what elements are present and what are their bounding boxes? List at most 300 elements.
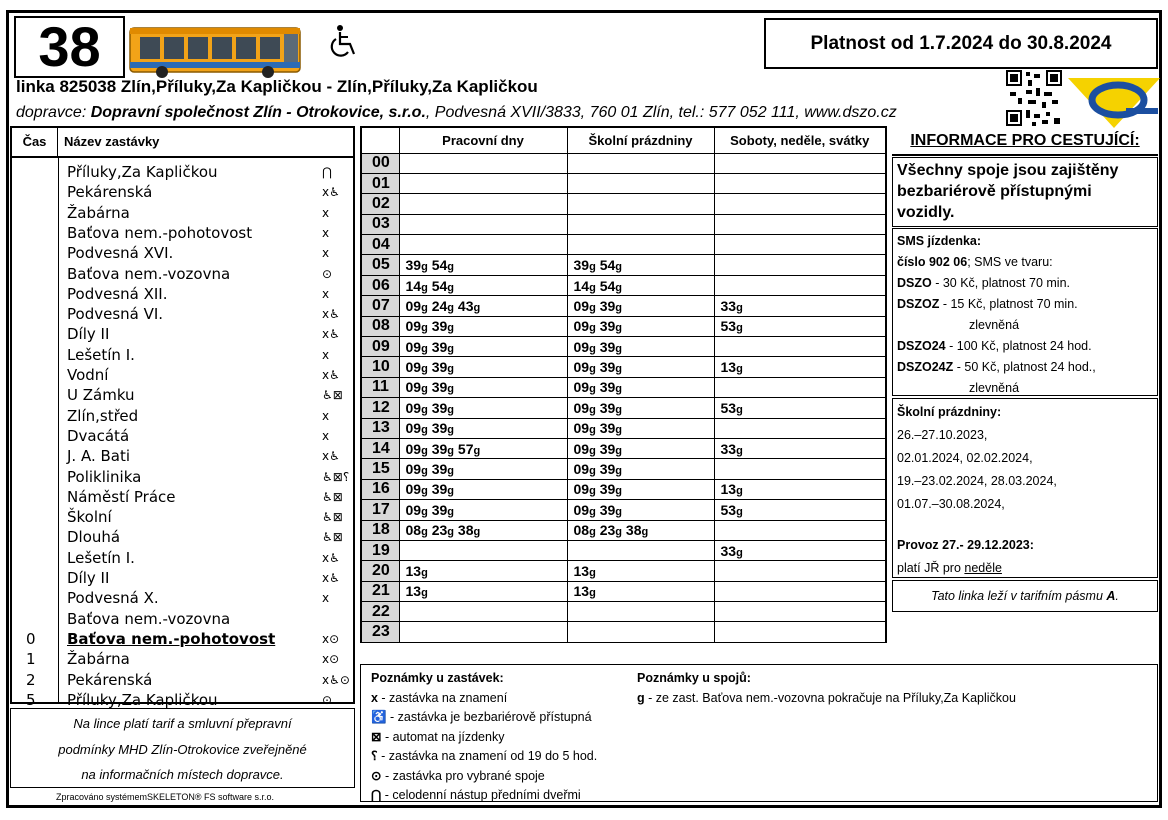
departure-cell (714, 561, 886, 581)
departure-cell (714, 622, 886, 642)
departure-minute: 09 (405, 318, 422, 335)
trip-mark: g (447, 261, 455, 274)
info-header: INFORMACE PRO CESTUJÍCÍ: (892, 126, 1158, 156)
stop-row (12, 629, 353, 649)
departure-minute: 09 (573, 399, 590, 416)
trip-mark: g (447, 526, 455, 539)
departures-table (360, 126, 887, 662)
departure-minute: 13 (720, 359, 737, 376)
departure-cell (714, 602, 886, 622)
tariff-note-line: podmínky MHD Zlín-Otrokovice zveřejněné (58, 741, 307, 757)
departure-minute: 09 (405, 501, 422, 518)
stop-name: Poliklinika (67, 467, 142, 486)
stops-col-time: Čas (12, 128, 58, 156)
departure-minute: 09 (573, 461, 590, 478)
departure-minute: 39 (431, 481, 448, 498)
departure-minute: 39 (431, 420, 448, 437)
departure-minute: 39 (431, 379, 448, 396)
trip-mark: g (615, 485, 623, 498)
departure-cell (567, 479, 714, 499)
departure-cell (399, 316, 567, 336)
trip-mark: g (589, 526, 596, 539)
departure-cell (399, 214, 567, 234)
stop-note-text: - automat na jízdenky (381, 729, 505, 744)
trip-mark: g (421, 261, 428, 274)
departure-minute: 33 (720, 297, 737, 314)
departure-cell (399, 398, 567, 418)
departure-cell (714, 459, 886, 479)
trip-mark: g (447, 505, 455, 518)
stop-row (12, 243, 353, 263)
departure-minute: 39 (431, 338, 448, 355)
stop-name: Náměstí Práce (67, 487, 176, 506)
trip-mark: g (447, 485, 455, 498)
stop-row (12, 548, 353, 568)
stop-note (371, 728, 597, 748)
departure-minute: 39 (599, 399, 616, 416)
departure-cell (714, 479, 886, 499)
departure-minute: 38 (625, 522, 642, 539)
hour-row (361, 622, 886, 642)
stop-name: Dlouhá (67, 528, 121, 547)
hour-cell: 18 (361, 520, 399, 540)
provoz-text: platí JŘ pro (897, 561, 965, 575)
trip-mark: g (589, 444, 596, 457)
departure-minute: 39 (405, 257, 422, 274)
departure-minute: 54 (431, 257, 448, 274)
stop-symbols: x (322, 246, 330, 261)
stop-symbols: ⋂ (322, 165, 332, 179)
zone-text: Tato linka leží v tarifním pásmu (931, 589, 1107, 603)
stop-symbols: ♿⊠ (322, 510, 343, 525)
trip-mark: g (589, 383, 596, 396)
departure-minute: 53 (720, 501, 737, 518)
hour-row (361, 377, 886, 397)
trip-mark: g (615, 505, 623, 518)
sms-code: DSZO24 (897, 339, 946, 353)
trip-mark: g (615, 281, 623, 294)
stop-note-symbol: ⊙ (371, 768, 382, 783)
stop-row (12, 345, 353, 365)
trip-mark: g (421, 322, 428, 335)
hour-cell: 08 (361, 316, 399, 336)
hour-col-header (361, 127, 399, 153)
departure-cell (567, 337, 714, 357)
sms-price: - 100 Kč, platnost 24 hod. (945, 339, 1092, 353)
trip-mark: g (589, 403, 596, 416)
departure-minute: 09 (573, 318, 590, 335)
stop-note (371, 786, 597, 806)
trip-mark: g (421, 587, 428, 600)
stop-symbols: x (322, 347, 330, 362)
departure-minute: 09 (573, 359, 590, 376)
departure-cell (399, 500, 567, 520)
trip-mark: g (421, 363, 428, 376)
trip-mark: g (447, 444, 455, 457)
trip-mark: g (447, 403, 455, 416)
sms-price: - 50 Kč, platnost 24 hod., (953, 360, 1096, 374)
departure-cell (399, 194, 567, 214)
stop-name: Díly II (67, 325, 110, 344)
hour-row (361, 337, 886, 357)
hour-row (361, 540, 886, 560)
stop-name: Příluky,Za Kapličkou (67, 690, 218, 709)
sms-items (897, 273, 1153, 399)
departure-cell (714, 316, 886, 336)
stop-symbols: ♿⊠⸮ (322, 469, 350, 484)
departure-minute: 39 (599, 338, 616, 355)
hour-cell: 17 (361, 500, 399, 520)
trip-mark: g (447, 342, 455, 355)
departure-minute: 09 (405, 359, 422, 376)
hour-cell: 22 (361, 602, 399, 622)
col-weekends: Soboty, neděle, svátky (714, 127, 886, 153)
stop-row (12, 670, 353, 690)
trip-mark: g (421, 424, 428, 437)
departure-cell (714, 398, 886, 418)
departure-cell (714, 337, 886, 357)
departure-cell (399, 337, 567, 357)
departure-minute: 09 (405, 420, 422, 437)
trip-mark: g (736, 403, 743, 416)
hour-row (361, 275, 886, 295)
trip-mark: g (615, 465, 623, 478)
trip-mark: g (589, 567, 596, 579)
departure-minute: 39 (599, 359, 616, 376)
stop-row (12, 467, 353, 487)
stop-name: Žabárna (67, 203, 130, 222)
trip-mark: g (421, 383, 428, 396)
carrier-label: dopravce: (16, 104, 87, 121)
sms-price: - 30 Kč, platnost 70 min. (931, 276, 1070, 290)
trip-mark: g (421, 403, 428, 416)
departure-minute: 53 (720, 399, 737, 416)
hour-row (361, 500, 886, 520)
departure-minute: 39 (431, 501, 448, 518)
stop-note-text: - celodenní nástup předními dveřmi (381, 788, 581, 802)
sms-discount: zlevněná (969, 381, 1020, 395)
departure-minute: 39 (431, 399, 448, 416)
departure-minute: 57 (457, 440, 474, 457)
stop-name: Pekárenská (67, 183, 153, 202)
departure-cell (567, 357, 714, 377)
stop-note-symbol: ⸮ (371, 749, 378, 763)
departure-minute: 08 (573, 522, 590, 539)
departure-minute: 54 (599, 257, 616, 274)
stop-note-symbol: x (371, 690, 378, 705)
departure-cell (714, 296, 886, 316)
departure-minute: 09 (573, 420, 590, 437)
school-date: 26.–27.10.2023, (897, 428, 988, 442)
departure-cell (714, 275, 886, 295)
departure-minute: 24 (431, 297, 448, 314)
trip-mark: g (447, 281, 455, 294)
departure-cell (567, 418, 714, 438)
stop-symbols: x⊙ (322, 652, 340, 667)
sms-code: DSZOZ (897, 297, 940, 311)
col-workdays: Pracovní dny (399, 127, 567, 153)
sms-item (897, 336, 1153, 357)
stop-name: Podvesná VI. (67, 305, 164, 324)
sms-price: - 15 Kč, platnost 70 min. (939, 297, 1078, 311)
stop-notes-title: Poznámky u zastávek: (371, 671, 504, 685)
stop-row (12, 568, 353, 588)
trip-mark: g (421, 444, 428, 457)
stop-note-text: - zastávka na znamení od 19 do 5 hod. (377, 749, 598, 763)
trip-mark: g (589, 485, 596, 498)
hour-row (361, 418, 886, 438)
trip-mark: g (615, 261, 623, 274)
trip-mark: g (421, 301, 428, 314)
trip-mark: g (615, 403, 623, 416)
hour-cell: 11 (361, 377, 399, 397)
departure-minute: 14 (405, 277, 422, 294)
hour-cell: 21 (361, 581, 399, 601)
departure-minute: 54 (599, 277, 616, 294)
trip-note-symbol: g (637, 690, 645, 705)
stop-row (12, 406, 353, 426)
departure-minute: 39 (431, 461, 448, 478)
departure-cell (399, 459, 567, 479)
departure-minute: 33 (720, 440, 737, 457)
stop-row (12, 182, 353, 202)
trip-mark: g (421, 281, 428, 294)
departure-minute: 09 (573, 297, 590, 314)
stop-name: Baťova nem.-pohotovost (67, 223, 253, 242)
stop-name: Pekárenská (67, 670, 153, 689)
stop-name: Žabárna (67, 650, 130, 669)
departure-minute: 23 (431, 522, 448, 539)
stop-notes-list (371, 689, 597, 806)
trip-mark: g (615, 526, 623, 539)
departure-minute: 39 (599, 379, 616, 396)
hour-cell: 14 (361, 438, 399, 458)
barrier-free-info: Všechny spoje jsou zajištěny bezbariérově přístupnými vozidly. (892, 157, 1158, 227)
trip-mark: g (421, 505, 428, 518)
departure-cell (399, 581, 567, 601)
stop-row (12, 588, 353, 608)
departure-minute: 23 (599, 522, 616, 539)
tariff-note-line: na informačních místech dopravce. (81, 767, 284, 782)
stop-note-text: - zastávka pro vybrané spoje (381, 768, 545, 783)
sms-ticket-info (892, 228, 1158, 396)
departure-minute: 39 (599, 297, 616, 314)
stop-name: Vodní (67, 366, 109, 384)
departure-minute: 09 (405, 461, 422, 478)
departure-minute: 08 (405, 522, 422, 539)
stop-symbols: x♿ (322, 327, 340, 342)
departure-cell (567, 316, 714, 336)
trip-mark: g (589, 281, 596, 294)
stop-notes (371, 669, 597, 806)
departure-cell (567, 398, 714, 418)
stop-symbols: ♿⊠ (322, 530, 343, 545)
stop-symbols: x (322, 205, 330, 220)
bus-icon (128, 26, 302, 78)
departure-cell (714, 500, 886, 520)
zone-letter: A (1106, 589, 1116, 603)
trip-mark: g (615, 444, 623, 457)
departures-header-row (361, 127, 886, 153)
departure-minute: 43 (457, 297, 474, 314)
trip-mark: g (421, 485, 428, 498)
departure-cell (399, 235, 567, 255)
stop-symbols: x♿ (322, 368, 340, 382)
stop-note (371, 689, 597, 709)
departure-cell (399, 622, 567, 642)
trip-mark: g (589, 363, 596, 376)
departure-cell (399, 173, 567, 193)
stop-row (12, 446, 353, 466)
trip-mark: g (615, 322, 623, 335)
provoz-link[interactable]: neděle (964, 561, 1002, 575)
departure-cell (714, 214, 886, 234)
stop-name: Zlín,střed (67, 406, 139, 425)
stop-note (371, 708, 597, 728)
departure-cell (567, 275, 714, 295)
stop-note-text: - zastávka na znamení (377, 690, 508, 705)
stop-name: Podvesná X. (67, 589, 159, 608)
departure-minute: 09 (405, 379, 422, 396)
hour-cell: 03 (361, 214, 399, 234)
stop-note-symbol: ⊠ (371, 729, 382, 744)
stop-row (12, 162, 353, 182)
trip-mark: g (589, 261, 596, 274)
stop-note-text: - zastávka je bezbariérově přístupná (386, 710, 592, 724)
trip-mark: g (447, 301, 455, 314)
hour-cell: 10 (361, 357, 399, 377)
trip-mark: g (736, 546, 743, 559)
school-holidays-title: Školní prázdniny: (897, 405, 1002, 419)
stop-time: 2 (26, 670, 36, 689)
trip-mark: g (615, 363, 623, 376)
stop-symbols: x♿ (322, 449, 340, 464)
departure-minute: 39 (431, 318, 448, 335)
trip-mark: g (447, 363, 455, 376)
departure-cell (567, 581, 714, 601)
stop-name: Dvacátá (67, 426, 130, 445)
departure-minute: 09 (405, 399, 422, 416)
departure-minute: 09 (573, 481, 590, 498)
stop-name: Díly II (67, 569, 110, 587)
trip-mark: g (589, 587, 596, 600)
stop-row (12, 223, 353, 243)
departure-cell (714, 377, 886, 397)
departure-cell (567, 153, 714, 173)
departure-cell (399, 418, 567, 438)
departure-cell (399, 602, 567, 622)
departure-cell (714, 153, 886, 173)
departure-cell (567, 540, 714, 560)
stop-row (12, 385, 353, 405)
tariff-note-line: Na lince platí tarif a smluvní přepravní (73, 716, 292, 731)
departure-cell (567, 173, 714, 193)
stop-symbols: x♿ (322, 185, 340, 200)
hour-row (361, 479, 886, 499)
stop-name: Baťova nem.-vozovna (67, 609, 231, 628)
hour-cell: 02 (361, 194, 399, 214)
trip-mark: g (736, 301, 743, 314)
departure-cell (399, 357, 567, 377)
hour-cell: 07 (361, 296, 399, 316)
trip-mark: g (473, 526, 481, 539)
stop-name: Baťova nem.-vozovna (67, 264, 231, 283)
school-date: 01.07.–30.08.2024, (897, 497, 1005, 511)
sms-discount: zlevněná (969, 318, 1020, 332)
stop-symbols: ♿⊠ (322, 388, 343, 403)
trip-mark: g (615, 342, 623, 355)
hour-cell: 13 (361, 418, 399, 438)
trip-mark: g (641, 526, 649, 539)
departure-cell (714, 418, 886, 438)
sms-code: DSZO (897, 276, 932, 290)
departure-cell (399, 438, 567, 458)
trip-note (637, 689, 1016, 709)
trip-mark: g (615, 383, 623, 396)
trip-mark: g (473, 444, 481, 457)
departure-minute: 13 (720, 481, 737, 498)
departure-cell (714, 438, 886, 458)
departure-cell (567, 194, 714, 214)
hour-row (361, 153, 886, 173)
departure-cell (714, 173, 886, 193)
sms-number-line (897, 252, 1153, 273)
carrier-name: Dopravní společnost Zlín - Otrokovice, s.r.o. (90, 104, 426, 121)
trip-mark: g (736, 444, 743, 457)
hour-cell: 01 (361, 173, 399, 193)
departure-minute: 53 (720, 318, 737, 335)
trip-mark: g (736, 505, 743, 518)
stop-name: Lešetín I. (67, 548, 135, 567)
stop-name: Podvesná XII. (67, 284, 168, 303)
departure-cell (714, 235, 886, 255)
departure-cell (399, 296, 567, 316)
trip-mark: g (589, 342, 596, 355)
stop-row (12, 304, 353, 324)
stop-name: Příluky,Za Kapličkou (67, 163, 218, 181)
departure-minute: 09 (573, 501, 590, 518)
hour-row (361, 438, 886, 458)
stop-name: Podvesná XVI. (67, 244, 174, 263)
stops-table (10, 126, 355, 709)
stop-time: 5 (26, 690, 36, 709)
departure-cell (567, 561, 714, 581)
stops-header (12, 128, 353, 158)
departure-cell (714, 255, 886, 275)
trip-mark: g (615, 424, 623, 437)
stop-symbols: x⊙ (322, 631, 340, 646)
trip-mark: g (447, 383, 455, 396)
departure-cell (399, 255, 567, 275)
hour-cell: 00 (361, 153, 399, 173)
stop-time: 0 (26, 629, 36, 648)
hour-row (361, 214, 886, 234)
sms-number: číslo 902 06 (897, 255, 968, 269)
departure-minute: 09 (405, 440, 422, 457)
departure-minute: 13 (573, 583, 590, 600)
departure-cell (399, 377, 567, 397)
departure-minute: 39 (599, 481, 616, 498)
hour-row (361, 194, 886, 214)
departure-minute: 54 (431, 277, 448, 294)
trip-mark: g (589, 322, 596, 335)
software-note: Zpracováno systémemSKELETON® FS software s.r.o. (56, 792, 275, 802)
trip-mark: g (736, 363, 743, 376)
departure-cell (567, 500, 714, 520)
carrier-line (16, 104, 897, 122)
departure-cell (567, 214, 714, 234)
trip-notes-title: Poznámky u spojů: (637, 671, 751, 685)
